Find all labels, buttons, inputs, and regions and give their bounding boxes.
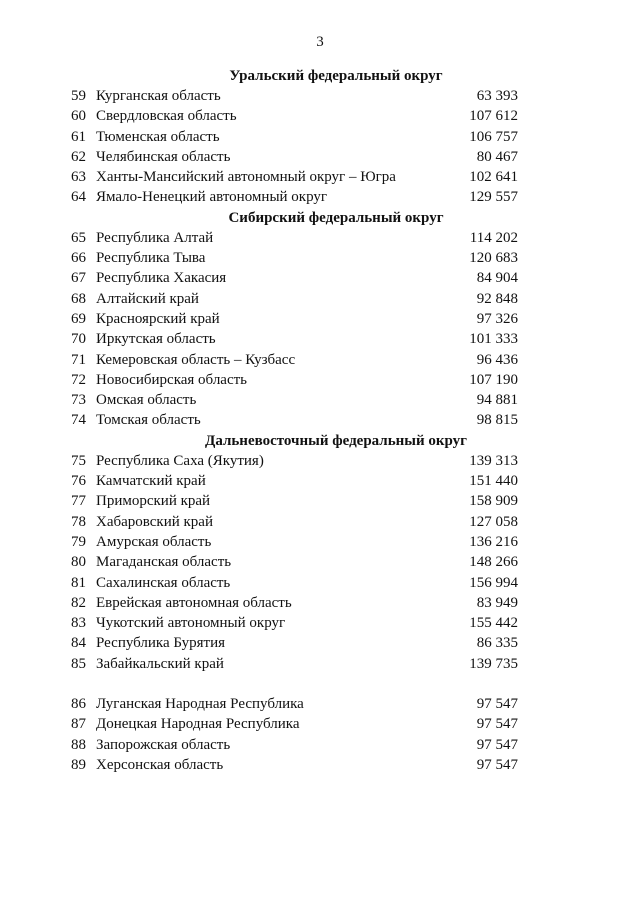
region-value: 98 815 xyxy=(476,412,518,429)
region-name: Донецкая Народная Республика xyxy=(96,716,300,733)
region-value: 80 467 xyxy=(476,148,518,165)
region-row xyxy=(0,390,640,410)
row-number: 64 xyxy=(71,189,86,206)
region-name: Челябинская область xyxy=(96,148,231,165)
region-table xyxy=(0,66,640,775)
region-name: Томская область xyxy=(96,412,201,429)
region-value: 101 333 xyxy=(469,331,518,348)
region-row xyxy=(0,654,640,674)
row-number: 72 xyxy=(71,371,86,388)
region-row xyxy=(0,694,640,714)
region-name: Республика Бурятия xyxy=(96,635,226,652)
row-number: 67 xyxy=(71,270,86,287)
row-number: 81 xyxy=(71,574,86,591)
region-value: 97 547 xyxy=(476,736,518,753)
region-row xyxy=(0,633,640,653)
row-number: 84 xyxy=(71,635,86,652)
region-row xyxy=(0,552,640,572)
region-row xyxy=(0,593,640,613)
region-name: Камчатский край xyxy=(96,473,206,490)
region-name: Херсонская область xyxy=(96,756,224,773)
region-name: Чукотский автономный округ xyxy=(96,615,286,632)
region-row xyxy=(0,106,640,126)
region-name: Кемеровская область – Кузбасс xyxy=(96,351,296,368)
region-row xyxy=(0,309,640,329)
row-number: 59 xyxy=(71,88,86,104)
region-row xyxy=(0,268,640,288)
row-number: 73 xyxy=(71,392,86,409)
region-value: 151 440 xyxy=(469,473,518,490)
region-value: 97 547 xyxy=(476,696,518,713)
region-name: Магаданская область xyxy=(96,554,232,571)
region-row xyxy=(0,755,640,775)
region-name: Иркутская область xyxy=(96,331,216,348)
region-value: 155 442 xyxy=(469,615,518,632)
region-name: Ямало-Ненецкий автономный округ xyxy=(96,189,328,206)
region-value: 102 641 xyxy=(469,169,518,186)
row-number: 76 xyxy=(71,473,86,490)
region-name: Алтайский край xyxy=(96,290,199,307)
region-row xyxy=(0,147,640,167)
region-row xyxy=(0,735,640,755)
region-value: 148 266 xyxy=(469,554,518,571)
region-row xyxy=(0,471,640,491)
region-name: Еврейская автономная область xyxy=(96,594,292,611)
row-number: 70 xyxy=(71,331,86,348)
region-value: 139 313 xyxy=(469,452,518,469)
region-name: Амурская область xyxy=(96,533,212,550)
row-number: 86 xyxy=(71,696,86,713)
region-value: 94 881 xyxy=(476,392,518,409)
region-value: 97 547 xyxy=(476,756,518,773)
region-value: 107 612 xyxy=(469,108,518,125)
row-number: 83 xyxy=(71,615,86,632)
region-value: 96 436 xyxy=(476,351,518,368)
row-number: 74 xyxy=(71,412,86,429)
row-number: 82 xyxy=(71,594,86,611)
region-value: 129 557 xyxy=(469,189,518,206)
row-number: 80 xyxy=(71,554,86,571)
region-name: Луганская Народная Республика xyxy=(96,696,304,713)
region-name: Сахалинская область xyxy=(96,574,231,591)
row-number: 85 xyxy=(71,655,86,672)
region-row xyxy=(0,410,640,430)
region-name: Свердловская область xyxy=(96,108,237,125)
region-name: Красноярский край xyxy=(96,310,220,327)
region-value: 97 326 xyxy=(476,310,518,327)
row-number: 60 xyxy=(71,108,86,125)
region-name: Запорожская область xyxy=(96,736,231,753)
region-row xyxy=(0,370,640,390)
row-number: 61 xyxy=(71,128,86,145)
region-row xyxy=(0,512,640,532)
region-value: 158 909 xyxy=(469,493,518,510)
row-number: 65 xyxy=(71,229,86,246)
region-name: Забайкальский край xyxy=(96,655,224,672)
row-number: 66 xyxy=(71,250,86,267)
region-name: Омская область xyxy=(96,392,197,409)
region-value: 106 757 xyxy=(469,128,518,145)
row-number: 69 xyxy=(71,310,86,327)
row-number: 75 xyxy=(71,452,86,469)
region-row xyxy=(0,289,640,309)
region-row xyxy=(0,86,640,106)
region-value: 97 547 xyxy=(476,716,518,733)
row-number: 68 xyxy=(71,290,86,307)
district-heading: Уральский федеральный округ xyxy=(229,68,443,84)
region-value: 63 393 xyxy=(476,88,518,104)
region-row xyxy=(0,187,640,207)
region-row xyxy=(0,329,640,349)
region-row xyxy=(0,167,640,187)
region-row xyxy=(0,714,640,734)
row-number: 79 xyxy=(71,533,86,550)
region-name: Хабаровский край xyxy=(96,513,213,530)
region-value: 92 848 xyxy=(476,290,518,307)
region-name: Республика Хакасия xyxy=(96,270,227,287)
region-value: 139 735 xyxy=(469,655,518,672)
region-value: 83 949 xyxy=(476,594,518,611)
row-number: 71 xyxy=(71,351,86,368)
region-row xyxy=(0,228,640,248)
row-number: 89 xyxy=(71,756,86,773)
region-row xyxy=(0,350,640,370)
row-number: 63 xyxy=(71,169,86,186)
region-row xyxy=(0,491,640,511)
region-value: 156 994 xyxy=(469,574,518,591)
region-value: 136 216 xyxy=(469,533,518,550)
region-value: 114 202 xyxy=(469,229,518,246)
region-name: Курганская область xyxy=(96,88,221,104)
region-value: 120 683 xyxy=(469,250,518,267)
region-name: Республика Алтай xyxy=(96,229,214,246)
row-number: 77 xyxy=(71,493,86,510)
region-value: 127 058 xyxy=(469,513,518,530)
page-number: 3 xyxy=(316,34,324,50)
region-row xyxy=(0,451,640,471)
region-name: Тюменская область xyxy=(96,128,220,145)
region-name: Приморский край xyxy=(96,493,211,510)
region-value: 86 335 xyxy=(476,635,518,652)
region-name: Республика Тыва xyxy=(96,250,206,267)
region-row xyxy=(0,573,640,593)
region-row xyxy=(0,248,640,268)
region-row xyxy=(0,613,640,633)
district-heading: Сибирский федеральный округ xyxy=(228,209,444,226)
row-number: 88 xyxy=(71,736,86,753)
row-number: 78 xyxy=(71,513,86,530)
region-name: Ханты-Мансийский автономный округ – Югра xyxy=(96,169,396,186)
region-name: Новосибирская область xyxy=(96,371,248,388)
section-spacer xyxy=(0,674,640,694)
region-value: 84 904 xyxy=(476,270,518,287)
row-number: 87 xyxy=(71,716,86,733)
row-number: 62 xyxy=(71,148,86,165)
region-row xyxy=(0,127,640,147)
region-row xyxy=(0,532,640,552)
region-value: 107 190 xyxy=(469,371,518,388)
region-name: Республика Саха (Якутия) xyxy=(96,452,264,469)
district-heading: Дальневосточный федеральный округ xyxy=(205,432,467,449)
